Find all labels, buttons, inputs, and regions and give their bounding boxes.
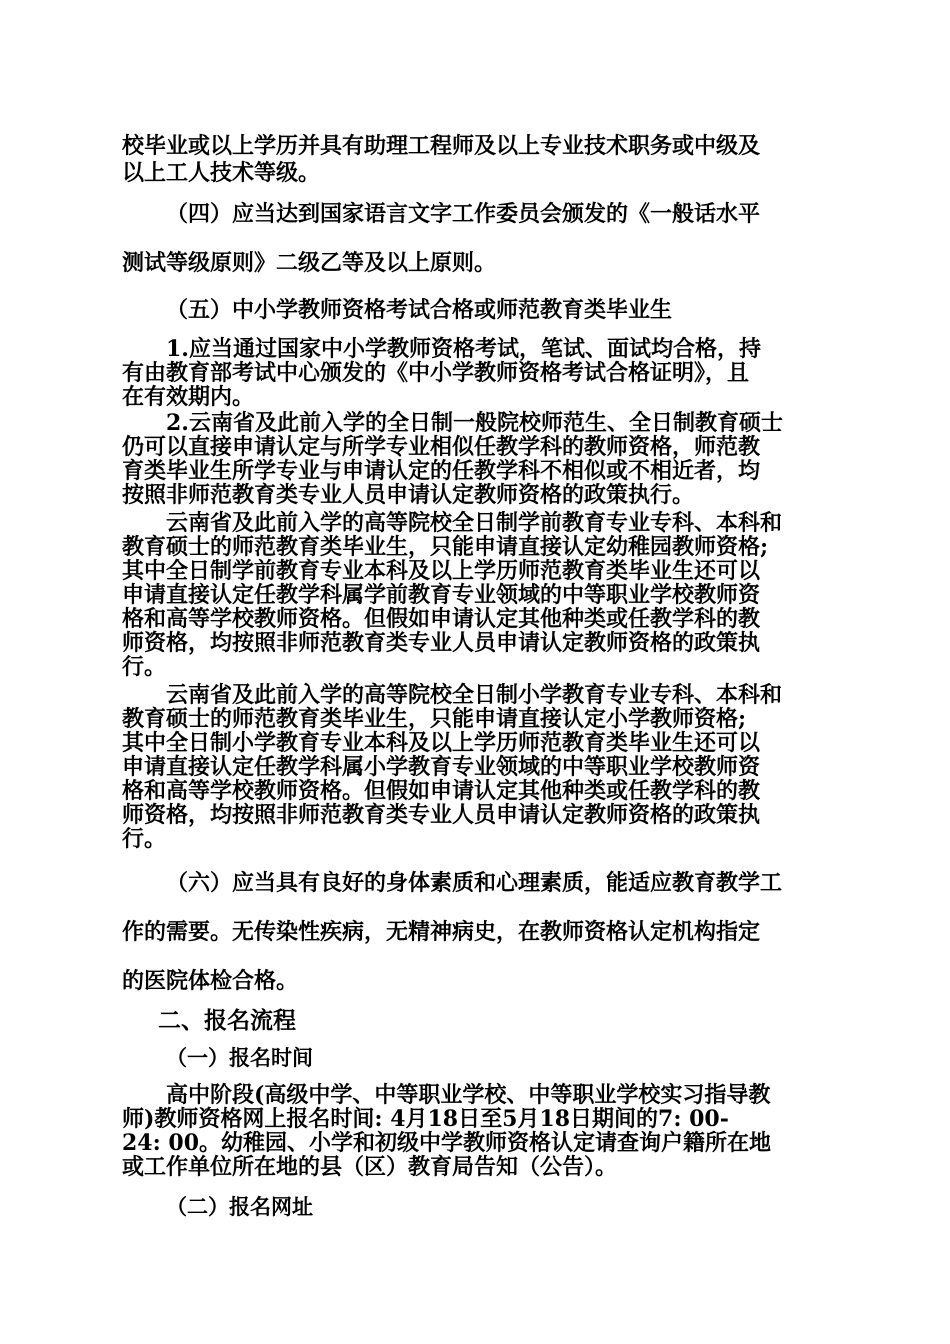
clause-6-line: 的医院体检合格。 [122, 968, 299, 994]
text-line: 高中阶段(高级中学、中等职业学校、中等职业学校实习指导教 [166, 1082, 771, 1108]
subsection-heading: （一）报名时间 [166, 1045, 313, 1070]
text-line: 师资格，均按照非师范教育类专业人员申请认定教师资格的政策执 [122, 802, 761, 828]
text-line: 格和高等学校教师资格。但假如申请认定其他种类或任教学科的教 [122, 606, 761, 632]
text-line: 以上工人技术等级。 [122, 160, 321, 186]
text-line: 2.云南省及此前入学的全日制一般院校师范生、全日制教育硕士 [166, 410, 783, 436]
clause-4-line: （四）应当达到国家语言文字工作委员会颁发的《一般话水平 [166, 201, 761, 227]
clause-5-heading: （五）中小学教师资格考试合格或师范教育类毕业生 [166, 297, 673, 323]
text-line: 格和高等学校教师资格。但假如申请认定其他种类或任教学科的教 [122, 778, 761, 804]
text-line: 有由教育部考试中心颁发的《中小学教师资格考试合格证明》，且 [122, 360, 750, 386]
text-line: 教育硕士的师范教育类毕业生，只能申请直接认定小学教师资格; [122, 706, 747, 732]
section-heading: 二、报名流程 [158, 1007, 296, 1034]
text-line: 行。 [122, 654, 167, 680]
text-line: 云南省及此前入学的高等院校全日制小学教育专业专科、本科和 [166, 682, 783, 708]
text-line: 申请直接认定任教学科属学前教育专业领域的中等职业学校教师资 [122, 582, 761, 608]
text-line: 其中全日制小学教育专业本科及以上学历师范教育类毕业生还可以 [122, 730, 761, 756]
clause-6-line: （六）应当具有良好的身体素质和心理素质，能适应教育教学工 [166, 870, 783, 896]
text-line: 校毕业或以上学历并具有助理工程师及以上专业技术职务或中级及 [122, 133, 761, 159]
text-line: 24: 00。幼稚园、小学和初级中学教师资格认定请查询户籍所在地 [122, 1130, 772, 1156]
text-line: 师)教师资格网上报名时间: 4月18日至5月18日期间的7: 00- [122, 1106, 729, 1132]
text-line: 仍可以直接申请认定与所学专业相似任教学科的教师资格，师范教 [122, 434, 761, 460]
text-line: 或工作单位所在地的县（区）教育局告知（公告）。 [122, 1154, 618, 1180]
text-line: 教育硕士的师范教育类毕业生，只能申请直接认定幼稚园教师资格; [122, 534, 769, 560]
clause-6-line: 作的需要。无传染性疾病，无精神病史，在教师资格认定机构指定 [122, 919, 761, 945]
text-line: 行。 [122, 826, 167, 852]
text-line: 在有效期内。 [122, 384, 255, 410]
text-line: 1.应当通过国家中小学教师资格考试，笔试、面试均合格，持 [166, 336, 761, 362]
text-line: 其中全日制学前教育专业本科及以上学历师范教育类毕业生还可以 [122, 558, 761, 584]
text-line: 按照非师范教育类专业人员申请认定教师资格的政策执行。 [122, 482, 695, 508]
text-line: 云南省及此前入学的高等院校全日制学前教育专业专科、本科和 [166, 510, 783, 536]
clause-4-line: 测试等级原则》二级乙等及以上原则。 [122, 250, 497, 276]
text-line: 育类毕业生所学专业与申请认定的任教学科不相似或不相近者，均 [122, 458, 761, 484]
text-line: 师资格，均按照非师范教育类专业人员申请认定教师资格的政策执 [122, 630, 761, 656]
text-line: 申请直接认定任教学科属小学教育专业领域的中等职业学校教师资 [122, 754, 761, 780]
subsection-heading: （二）报名网址 [166, 1194, 313, 1219]
